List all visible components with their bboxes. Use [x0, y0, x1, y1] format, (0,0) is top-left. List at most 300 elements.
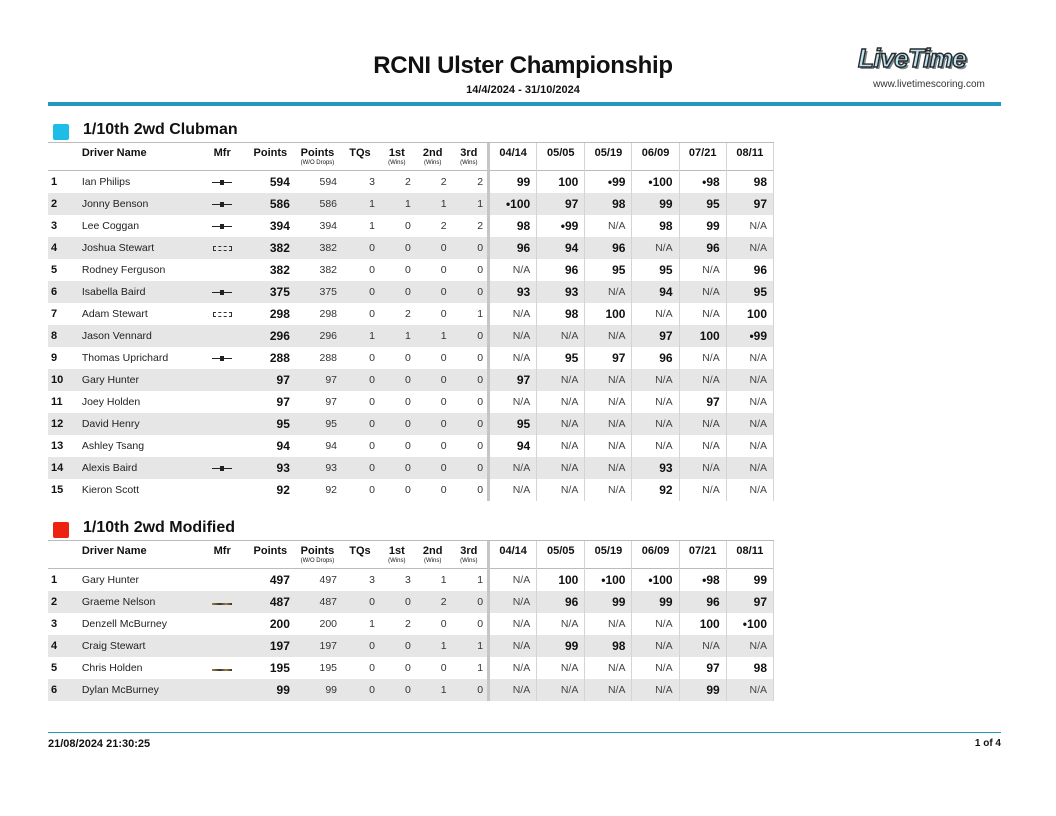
column-label: 1st	[388, 545, 405, 557]
second-wins-cell: 2	[440, 175, 447, 188]
col-race-date[interactable]	[537, 143, 585, 170]
column-label: 07/21	[688, 545, 717, 557]
footer-rule	[48, 732, 1001, 733]
race-result-cell: N/A	[585, 657, 632, 679]
column-sublabel: (Wins)	[388, 558, 406, 564]
table-row[interactable]	[48, 325, 774, 347]
driver-name-cell: Joey Holden	[81, 395, 141, 408]
mfr-cell	[198, 281, 247, 303]
position-cell: 11	[51, 395, 63, 408]
col-second[interactable]	[415, 541, 451, 568]
mfr-cell	[198, 457, 247, 479]
first-wins-cell: 0	[379, 457, 415, 479]
race-result-cell: N/A	[679, 435, 726, 457]
first-wins-cell: 0	[379, 679, 415, 701]
position-cell: 1	[51, 175, 58, 188]
column-label: Points	[300, 545, 335, 557]
position-cell: 1	[51, 573, 58, 586]
mfr-cell	[198, 237, 247, 259]
position-cell: 10	[48, 369, 82, 391]
race-result-cell: N/A	[632, 613, 679, 635]
col-mfr[interactable]	[198, 143, 247, 170]
col-race-date[interactable]	[489, 541, 537, 568]
race-result-cell: N/A	[585, 679, 632, 701]
tqs-cell: 0	[341, 591, 379, 613]
mfr-cell	[198, 369, 247, 391]
points-wo-drops-cell: 197	[294, 635, 341, 657]
race-result-cell: N/A	[489, 679, 537, 701]
col-third[interactable]	[451, 541, 489, 568]
race-result-cell: 95	[632, 259, 679, 281]
race-result-cell: N/A	[537, 325, 585, 347]
column-label: 04/14	[499, 147, 527, 159]
points-wo-drops-cell: 92	[325, 483, 338, 496]
position-cell: 9	[51, 351, 58, 364]
column-label: Driver Name	[81, 545, 147, 557]
tqs-cell: 1	[369, 219, 375, 232]
third-wins-cell: 0	[451, 369, 489, 391]
race-result-cell: 98	[726, 657, 773, 679]
race-result-cell: 95	[489, 413, 537, 435]
race-result-cell: N/A	[489, 303, 537, 325]
race-result-cell: N/A	[585, 613, 632, 635]
race-result-cell: N/A	[632, 303, 679, 325]
third-wins-cell: 0	[451, 325, 489, 347]
race-result-cell: N/A	[679, 369, 726, 391]
driver-name-cell: Gary Hunter	[81, 573, 139, 586]
race-result-cell: N/A	[632, 657, 679, 679]
col-race-date[interactable]	[585, 143, 632, 170]
website-link[interactable]: www.livetimescoring.com	[873, 79, 985, 90]
race-result-cell: 97	[679, 391, 726, 413]
points-wo-drops-cell: 95	[294, 413, 341, 435]
position-cell: 5	[51, 263, 58, 276]
class-section-header	[48, 518, 774, 540]
table-row[interactable]	[48, 479, 774, 501]
tqs-cell: 0	[369, 439, 375, 452]
second-wins-cell: 1	[415, 679, 451, 701]
second-wins-cell: 0	[440, 483, 447, 496]
livetime-logo[interactable]	[858, 44, 1003, 72]
second-wins-cell: 0	[440, 263, 447, 276]
column-label: 07/21	[688, 147, 717, 159]
second-wins-cell: 0	[440, 351, 447, 364]
points-wo-drops-cell: 497	[319, 573, 338, 586]
race-result-cell: N/A	[679, 413, 726, 435]
race-result-cell: N/A	[679, 303, 726, 325]
race-result-cell: N/A	[489, 391, 537, 413]
column-label: Driver Name	[81, 147, 147, 159]
column-label: 05/19	[594, 545, 623, 557]
position-cell: 15	[51, 483, 64, 496]
col-race-date[interactable]	[585, 541, 632, 568]
table-row[interactable]	[48, 613, 774, 635]
class-title: 1/10th 2wd Clubman	[83, 121, 238, 138]
race-result-cell: N/A	[726, 347, 773, 369]
race-result-cell: N/A	[585, 215, 632, 237]
col-points[interactable]	[247, 541, 294, 568]
race-result-cell: N/A	[585, 435, 632, 457]
race-result-cell: N/A	[726, 391, 773, 413]
points-wo-drops-cell: 97	[325, 395, 338, 408]
col-points[interactable]	[247, 143, 294, 170]
third-wins-cell: 0	[451, 435, 489, 457]
second-wins-cell: 1	[415, 193, 451, 215]
first-wins-cell: 2	[404, 175, 411, 188]
race-result-cell: N/A	[537, 413, 585, 435]
race-result-cell: N/A	[726, 479, 773, 501]
second-wins-cell: 0	[415, 413, 451, 435]
race-result-cell: N/A	[585, 457, 632, 479]
first-wins-cell: 0	[379, 281, 415, 303]
column-label: 2nd	[422, 147, 443, 159]
column-label: Mfr	[213, 545, 231, 557]
race-result-cell: N/A	[726, 237, 773, 259]
first-wins-cell: 0	[404, 483, 411, 496]
tqs-cell: 0	[369, 263, 375, 276]
col-race-date[interactable]	[489, 143, 537, 170]
manufacturer-logo-icon	[212, 180, 232, 185]
first-wins-cell: 0	[404, 395, 411, 408]
position-cell: 13	[51, 439, 64, 452]
third-wins-cell: 0	[451, 237, 489, 259]
second-wins-cell: 1	[440, 573, 447, 586]
tqs-cell: 0	[369, 661, 375, 674]
col-points-wo-drops[interactable]	[294, 541, 341, 568]
col-pos[interactable]	[48, 143, 82, 170]
column-sublabel: (Wins)	[460, 160, 478, 166]
first-wins-cell: 0	[379, 413, 415, 435]
race-result-cell: N/A	[632, 635, 679, 657]
race-result-cell: 94	[537, 237, 585, 259]
page-title: RCNI Ulster Championship	[373, 52, 673, 79]
manufacturer-logo-icon	[212, 224, 232, 229]
tqs-cell: 0	[341, 635, 379, 657]
race-result-cell: 99	[489, 170, 537, 193]
col-third[interactable]	[451, 143, 489, 170]
driver-name-cell: Thomas Uprichard	[81, 351, 169, 364]
second-wins-cell: 0	[415, 281, 451, 303]
col-tqs[interactable]	[341, 143, 379, 170]
points-wo-drops-cell: 94	[325, 439, 338, 452]
points-cell: 92	[276, 482, 290, 497]
second-wins-cell: 2	[440, 219, 447, 232]
col-driver-name[interactable]	[82, 541, 198, 568]
points-wo-drops-cell: 298	[319, 307, 338, 320]
position-cell: 5	[51, 661, 58, 674]
table-row[interactable]	[48, 259, 774, 281]
points-cell: 586	[247, 193, 294, 215]
third-wins-cell: 0	[451, 259, 489, 281]
table-row[interactable]	[48, 413, 774, 435]
third-wins-cell: 2	[451, 170, 489, 193]
driver-name-cell: Isabella Baird	[82, 281, 198, 303]
driver-name-cell: Jason Vennard	[82, 325, 198, 347]
race-result-cell: N/A	[585, 413, 632, 435]
table-row[interactable]	[48, 170, 774, 193]
class-color-swatch	[53, 522, 69, 538]
manufacturer-logo-icon	[213, 312, 232, 317]
race-result-cell: 97	[726, 193, 773, 215]
race-result-cell: N/A	[585, 391, 632, 413]
position-cell: 2	[48, 193, 82, 215]
race-result-cell: •100	[632, 568, 679, 591]
position-cell: 2	[48, 591, 82, 613]
points-cell: 94	[276, 438, 290, 453]
tqs-cell: 1	[369, 617, 375, 630]
race-result-cell: 100	[679, 613, 726, 635]
second-wins-cell: 1	[415, 635, 451, 657]
points-wo-drops-cell: 594	[319, 175, 338, 188]
race-result-cell: 98	[489, 215, 537, 237]
race-result-cell: 98	[537, 303, 585, 325]
table-row[interactable]	[48, 391, 774, 413]
race-result-cell: N/A	[679, 635, 726, 657]
race-result-cell: 97	[679, 657, 726, 679]
race-result-cell: 92	[632, 479, 679, 501]
third-wins-cell: 1	[451, 635, 489, 657]
column-sublabel: (W/O Drops)	[300, 160, 335, 166]
race-result-cell: 98	[585, 193, 632, 215]
col-driver-name[interactable]	[82, 143, 198, 170]
column-label: TQs	[349, 545, 371, 557]
race-result-cell: N/A	[537, 479, 585, 501]
race-result-cell: N/A	[726, 679, 773, 701]
position-cell: 6	[48, 281, 82, 303]
race-result-cell: 95	[726, 281, 773, 303]
table-row[interactable]	[48, 303, 774, 325]
mfr-cell	[198, 391, 247, 413]
col-mfr[interactable]	[198, 541, 247, 568]
second-wins-cell: 0	[415, 457, 451, 479]
third-wins-cell: 0	[451, 413, 489, 435]
table-row[interactable]	[48, 193, 774, 215]
race-result-cell: N/A	[537, 435, 585, 457]
second-wins-cell: 0	[440, 395, 447, 408]
position-cell: 8	[48, 325, 82, 347]
table-row[interactable]	[48, 591, 774, 613]
race-result-cell: N/A	[489, 479, 537, 501]
points-cell: 93	[247, 457, 294, 479]
table-row[interactable]	[48, 657, 774, 679]
race-result-cell: 96	[679, 237, 726, 259]
second-wins-cell: 0	[415, 237, 451, 259]
points-wo-drops-cell: 394	[319, 219, 338, 232]
second-wins-cell: 0	[440, 617, 447, 630]
table-header-row	[48, 143, 774, 170]
race-result-cell: •100	[632, 170, 679, 193]
manufacturer-logo-icon	[212, 603, 232, 605]
table-row[interactable]	[48, 347, 774, 369]
table-row[interactable]	[48, 281, 774, 303]
race-result-cell: 97	[537, 193, 585, 215]
mfr-cell	[198, 479, 247, 501]
manufacturer-logo-icon	[212, 202, 232, 207]
tqs-cell: 0	[369, 307, 375, 320]
col-second[interactable]	[415, 143, 451, 170]
driver-name-cell: Ashley Tsang	[81, 439, 145, 452]
mfr-cell	[198, 347, 247, 369]
driver-name-cell: Gary Hunter	[82, 369, 198, 391]
col-race-date[interactable]	[632, 541, 679, 568]
race-result-cell: 94	[489, 435, 537, 457]
third-wins-cell: 1	[451, 303, 489, 325]
first-wins-cell: 0	[404, 219, 411, 232]
driver-name-cell: Lee Coggan	[81, 219, 140, 232]
race-result-cell: 98	[632, 215, 679, 237]
third-wins-cell: 1	[451, 193, 489, 215]
points-wo-drops-cell: 97	[294, 369, 341, 391]
race-result-cell: 96	[585, 237, 632, 259]
page-number: 1 of 4	[974, 738, 1001, 749]
points-cell: 296	[247, 325, 294, 347]
table-row[interactable]	[48, 457, 774, 479]
column-label: 06/09	[641, 147, 670, 159]
race-result-cell: 93	[489, 281, 537, 303]
third-wins-cell: 1	[451, 657, 489, 679]
col-tqs[interactable]	[341, 541, 379, 568]
third-wins-cell: 0	[451, 347, 489, 369]
col-race-date[interactable]	[726, 143, 773, 170]
points-cell: 97	[247, 369, 294, 391]
manufacturer-logo-icon	[212, 466, 232, 471]
race-result-cell: N/A	[632, 435, 679, 457]
column-label: Points	[253, 545, 288, 557]
manufacturer-logo-icon	[212, 290, 232, 295]
tqs-cell: 0	[369, 395, 375, 408]
first-wins-cell: 2	[404, 307, 411, 320]
race-result-cell: 93	[537, 281, 585, 303]
table-row[interactable]	[48, 215, 774, 237]
race-result-cell: N/A	[632, 369, 679, 391]
first-wins-cell: 0	[379, 369, 415, 391]
race-result-cell: •100	[585, 568, 632, 591]
driver-name-cell: David Henry	[82, 413, 198, 435]
column-label: 05/19	[594, 147, 623, 159]
race-result-cell: N/A	[726, 413, 773, 435]
class-color-swatch	[53, 124, 69, 140]
mfr-cell	[198, 259, 247, 281]
first-wins-cell: 0	[379, 591, 415, 613]
col-first[interactable]	[379, 541, 415, 568]
col-race-date[interactable]	[679, 143, 726, 170]
third-wins-cell: 1	[451, 568, 489, 591]
race-result-cell: N/A	[489, 457, 537, 479]
col-race-date[interactable]	[679, 541, 726, 568]
race-result-cell: 99	[726, 568, 773, 591]
race-result-cell: N/A	[585, 369, 632, 391]
race-result-cell: N/A	[537, 457, 585, 479]
manufacturer-logo-icon	[212, 669, 232, 671]
race-result-cell: N/A	[489, 591, 537, 613]
table-row[interactable]	[48, 435, 774, 457]
race-result-cell: 93	[632, 457, 679, 479]
race-result-cell: 99	[585, 591, 632, 613]
table-row[interactable]	[48, 568, 774, 591]
first-wins-cell: 3	[404, 573, 411, 586]
table-row[interactable]	[48, 237, 774, 259]
mfr-cell	[198, 413, 247, 435]
third-wins-cell: 0	[451, 479, 489, 501]
race-result-cell: 99	[632, 193, 679, 215]
points-wo-drops-cell: 382	[294, 237, 341, 259]
race-result-cell: 99	[537, 635, 585, 657]
position-cell: 3	[51, 219, 58, 232]
table-row[interactable]	[48, 679, 774, 701]
col-pos[interactable]	[48, 541, 82, 568]
third-wins-cell: 0	[451, 391, 489, 413]
mfr-cell	[198, 657, 247, 679]
points-cell: 382	[247, 237, 294, 259]
tqs-cell: 3	[369, 175, 375, 188]
race-result-cell: N/A	[537, 657, 585, 679]
race-result-cell: N/A	[585, 479, 632, 501]
race-result-cell: 100	[585, 303, 632, 325]
race-result-cell: 96	[632, 347, 679, 369]
second-wins-cell: 0	[440, 439, 447, 452]
column-sublabel: (W/O Drops)	[300, 558, 335, 564]
tqs-cell: 0	[369, 351, 375, 364]
third-wins-cell: 0	[451, 281, 489, 303]
race-result-cell: 96	[537, 591, 585, 613]
points-wo-drops-cell: 586	[294, 193, 341, 215]
race-result-cell: N/A	[679, 479, 726, 501]
race-result-cell: 96	[537, 259, 585, 281]
driver-name-cell: Rodney Ferguson	[81, 263, 166, 276]
third-wins-cell: 0	[451, 591, 489, 613]
mfr-cell	[198, 635, 247, 657]
race-result-cell: 97	[632, 325, 679, 347]
mfr-cell	[198, 170, 247, 193]
driver-name-cell: Graeme Nelson	[82, 591, 198, 613]
col-first[interactable]	[379, 143, 415, 170]
points-wo-drops-cell: 382	[319, 263, 338, 276]
table-row[interactable]	[48, 369, 774, 391]
tqs-cell: 0	[369, 483, 375, 496]
column-label: 06/09	[641, 545, 670, 557]
col-race-date[interactable]	[726, 541, 773, 568]
race-result-cell: 94	[632, 281, 679, 303]
points-cell: 487	[247, 591, 294, 613]
column-label: 05/05	[547, 147, 575, 159]
driver-name-cell: Adam Stewart	[81, 307, 148, 320]
col-race-date[interactable]	[632, 143, 679, 170]
driver-name-cell: Denzell McBurney	[81, 617, 168, 630]
race-result-cell: N/A	[726, 215, 773, 237]
points-wo-drops-cell: 195	[319, 661, 338, 674]
table-row[interactable]	[48, 635, 774, 657]
race-result-cell: N/A	[726, 457, 773, 479]
col-points-wo-drops[interactable]	[294, 143, 341, 170]
tqs-cell: 1	[341, 193, 379, 215]
points-cell: 197	[247, 635, 294, 657]
third-wins-cell: 2	[451, 215, 489, 237]
race-result-cell: 96	[489, 237, 537, 259]
race-result-cell: 95	[537, 347, 585, 369]
race-result-cell: •100	[726, 613, 773, 635]
first-wins-cell: 1	[379, 193, 415, 215]
race-result-cell: N/A	[537, 391, 585, 413]
mfr-cell	[198, 679, 247, 701]
col-race-date[interactable]	[537, 541, 585, 568]
mfr-cell	[198, 591, 247, 613]
race-result-cell: N/A	[489, 325, 537, 347]
first-wins-cell: 0	[379, 635, 415, 657]
position-cell: 6	[48, 679, 82, 701]
mfr-cell	[198, 325, 247, 347]
column-label: Points	[253, 147, 288, 159]
race-result-cell: 100	[537, 170, 585, 193]
